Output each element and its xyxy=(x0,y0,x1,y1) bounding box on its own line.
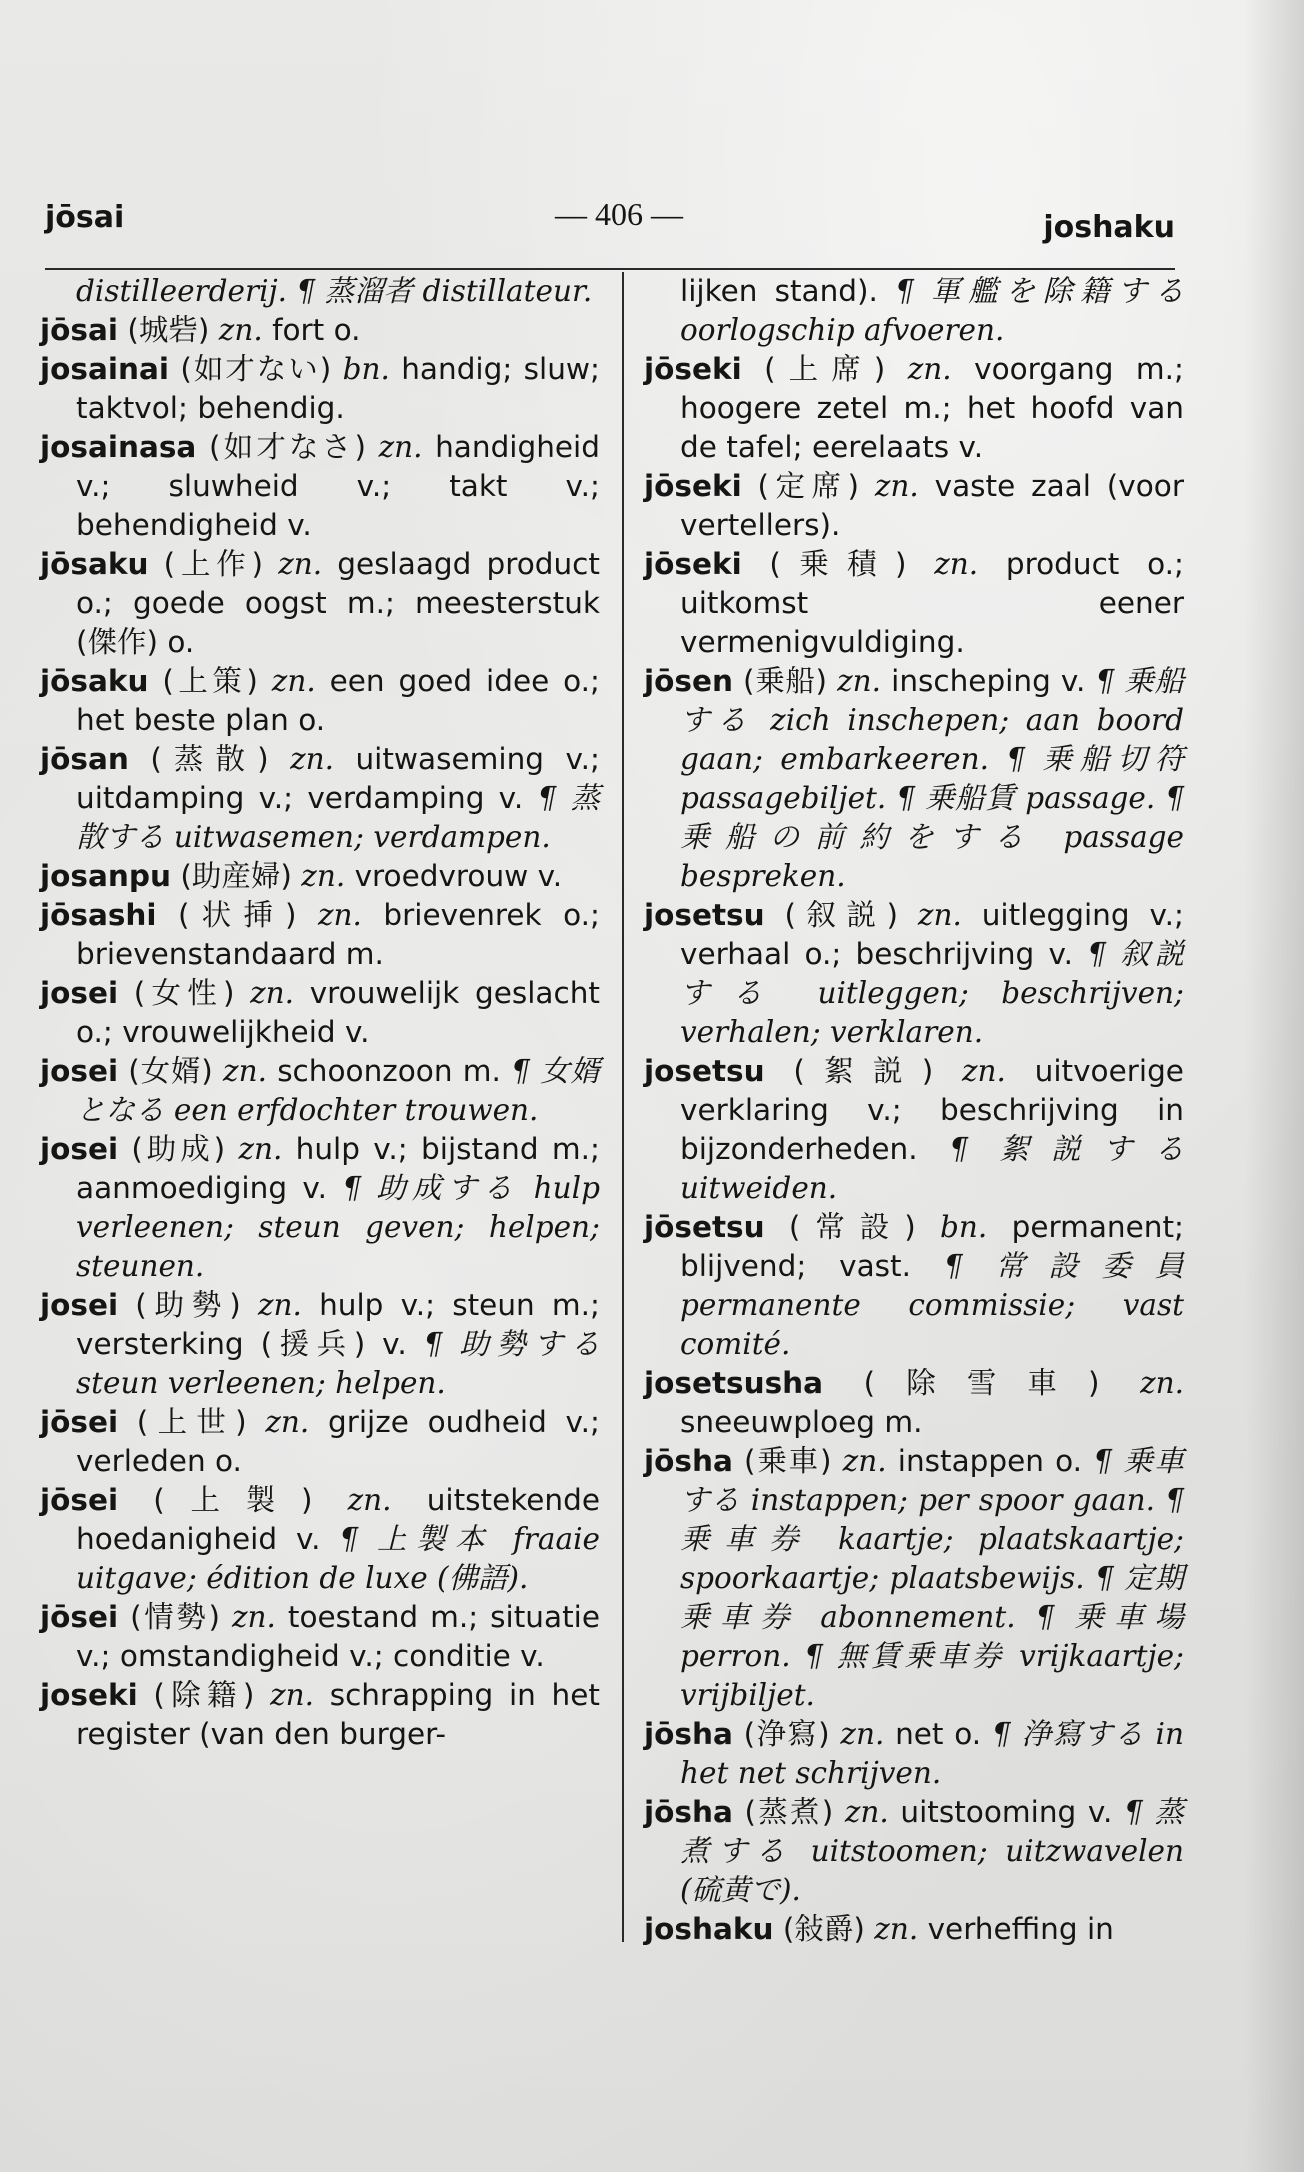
dictionary-entry xyxy=(40,1130,600,1286)
definition: instappen o. xyxy=(897,1444,1083,1478)
headword: josetsusha xyxy=(644,1366,824,1400)
dictionary-entry xyxy=(644,350,1184,467)
kanji-form: (如才なさ) xyxy=(208,430,366,464)
kanji-form: (助産婦) xyxy=(180,859,292,893)
dictionary-entry xyxy=(644,545,1184,662)
part-of-speech: zn. xyxy=(837,664,882,698)
headword: jōsha xyxy=(644,1444,733,1478)
definition: hulp v.; bijstand m.; aanmoediging v. xyxy=(76,1132,600,1205)
part-of-speech: zn. xyxy=(250,976,295,1010)
kanji-form: (情勢) xyxy=(130,1600,220,1634)
part-of-speech: zn. xyxy=(378,430,423,464)
part-of-speech: zn. xyxy=(844,1795,889,1829)
kanji-form: (助勢) xyxy=(135,1288,241,1322)
dictionary-entry xyxy=(644,1364,1184,1442)
headword: jōsan xyxy=(40,742,129,776)
headword: jōsashi xyxy=(40,898,157,932)
kanji-form: (状挿) xyxy=(178,898,297,932)
definition: uitstekende hoedanigheid v. xyxy=(76,1483,600,1556)
example: ¶ 浄寫する in het net schrijven. xyxy=(680,1717,1184,1790)
example: ¶ 常設委員 permanente commissie; vast comité. xyxy=(680,1249,1184,1361)
definition: toestand m.; situatie v.; omstandigheid v.; conditie v. xyxy=(76,1600,600,1673)
kanji-form: (如才ない) xyxy=(180,352,332,386)
part-of-speech: zn. xyxy=(278,547,323,581)
part-of-speech: zn. xyxy=(271,664,316,698)
headword: jōsei xyxy=(40,1405,119,1439)
kanji-form: (上席) xyxy=(764,352,886,386)
dictionary-entry xyxy=(40,350,600,428)
example: ¶ 叙説する uitleggen; beschrijven; verhalen; verklaren. xyxy=(680,937,1184,1049)
kanji-form: (定席) xyxy=(757,469,859,503)
example: ¶ 乗船する zich inschepen; aan boord gaan; embarkeeren. ¶ 乗船切符 passagebiljet. ¶ 乗船賃 passage. ¶ 乗船の前約をする passage bespreken. xyxy=(680,664,1184,893)
headword: joshaku xyxy=(644,1912,774,1946)
dictionary-entry xyxy=(644,1715,1184,1793)
example: ¶ 助成する hulp verleenen; steun geven; helpen; steunen. xyxy=(76,1171,600,1283)
page-header xyxy=(45,196,1175,246)
headword: josainai xyxy=(40,352,169,386)
kanji-form: (上作) xyxy=(163,547,264,581)
example: ¶ 助勢する steun verleenen; helpen. xyxy=(76,1327,600,1400)
definition: vrouwelijk geslacht o.; vrouwelijkheid v. xyxy=(76,976,600,1049)
headword: jōsaku xyxy=(40,664,149,698)
dictionary-entry xyxy=(40,1052,600,1130)
kanji-form: (叙説) xyxy=(784,898,899,932)
headword: josei xyxy=(40,1054,119,1088)
example: ¶ 絮説する uitweiden. xyxy=(680,1132,1184,1205)
kanji-form: (蒸散) xyxy=(150,742,269,776)
definition: brievenrek o.; brievenstandaard m. xyxy=(76,898,600,971)
example: ¶ 蒸散する uitwasemen; verdampen. xyxy=(76,781,600,854)
definition: product o.; uitkomst eener vermenigvuldiging. xyxy=(680,547,1184,659)
kanji-form: (除籍) xyxy=(153,1678,255,1712)
dictionary-entry xyxy=(40,545,600,662)
definition: voorgang m.; hoogere zetel m.; het hoofd van de tafel; eerelaats v. xyxy=(680,352,1184,464)
part-of-speech: zn. xyxy=(238,1132,283,1166)
definition: uitwaseming v.; uitdamping v.; verdamping v. xyxy=(76,742,600,815)
kanji-form: (浄寫) xyxy=(743,1717,830,1751)
dictionary-entry xyxy=(40,311,600,350)
part-of-speech: zn. xyxy=(840,1717,885,1751)
headword: jōsen xyxy=(644,664,733,698)
left-column xyxy=(40,272,600,1754)
part-of-speech: bn. xyxy=(342,352,390,386)
definition: vroedvrouw v. xyxy=(354,859,563,893)
headword: jōsei xyxy=(40,1600,119,1634)
definition: sneeuwploeg m. xyxy=(680,1405,923,1439)
definition: een goed idee o.; het beste plan o. xyxy=(76,664,600,737)
definition: inscheping v. xyxy=(891,664,1086,698)
headword: josei xyxy=(40,1288,119,1322)
kanji-form: (常設) xyxy=(788,1210,916,1244)
part-of-speech: zn. xyxy=(257,1288,302,1322)
entry-continuation xyxy=(40,272,600,311)
definition: grijze oudheid v.; verleden o. xyxy=(76,1405,600,1478)
headword: josainasa xyxy=(40,430,197,464)
kanji-form: (城砦) xyxy=(127,313,210,347)
part-of-speech: zn. xyxy=(265,1405,310,1439)
kanji-form: (上製) xyxy=(153,1483,313,1517)
headword: jōseki xyxy=(644,352,742,386)
dictionary-entry xyxy=(40,857,600,896)
part-of-speech: zn. xyxy=(917,898,962,932)
kanji-form: (敍爵) xyxy=(782,1912,865,1946)
definition: vaste zaal (voor vertellers). xyxy=(680,469,1184,542)
kanji-form: (乗船) xyxy=(743,664,828,698)
definition: schoonzoon m. xyxy=(277,1054,501,1088)
definition: uitvoerige verklaring v.; beschrijving in bijzonderheden. xyxy=(680,1054,1184,1166)
kanji-form: (女性) xyxy=(133,976,235,1010)
dictionary-entry xyxy=(40,428,600,545)
part-of-speech: bn. xyxy=(940,1210,988,1244)
dictionary-entry xyxy=(644,1208,1184,1364)
headword: josanpu xyxy=(40,859,171,893)
dictionary-entry xyxy=(40,1676,600,1754)
entry-continuation xyxy=(644,272,1184,350)
dictionary-entry xyxy=(40,662,600,740)
dictionary-entry xyxy=(644,1052,1184,1208)
dictionary-entry xyxy=(40,974,600,1052)
definition: uitlegging v.; verhaal o.; beschrijving v. xyxy=(680,898,1184,971)
part-of-speech: zn. xyxy=(907,352,952,386)
part-of-speech: zn. xyxy=(290,742,334,776)
column-divider xyxy=(622,272,624,1942)
dictionary-entry xyxy=(40,1598,600,1676)
part-of-speech: zn. xyxy=(842,1444,887,1478)
definition: geslaagd product o.; goede oogst m.; meesterstuk (傑作) o. xyxy=(76,547,600,659)
definition: uitstooming v. xyxy=(900,1795,1113,1829)
header-rule xyxy=(45,268,1175,270)
kanji-form: (助成) xyxy=(131,1132,226,1166)
dictionary-entry xyxy=(644,662,1184,896)
part-of-speech: zn. xyxy=(962,1054,1006,1088)
definition: hulp v.; steun m.; versterking (援兵) v. xyxy=(76,1288,600,1361)
headword: jōsei xyxy=(40,1483,119,1517)
dictionary-entry xyxy=(644,1910,1184,1949)
headword: josetsu xyxy=(644,1054,765,1088)
example: ¶ 女婿となる een erfdochter trouwen. xyxy=(76,1054,600,1127)
headword: jōseki xyxy=(644,469,742,503)
header-first-word: jōsai xyxy=(45,200,125,235)
right-column xyxy=(644,272,1184,1949)
dictionary-entry xyxy=(40,1481,600,1598)
kanji-form: (女婿) xyxy=(128,1054,213,1088)
headword: joseki xyxy=(40,1678,138,1712)
part-of-speech: zn. xyxy=(317,898,362,932)
part-of-speech: zn. xyxy=(934,547,979,581)
headword: josei xyxy=(40,976,119,1010)
part-of-speech: zn. xyxy=(874,1912,919,1946)
example: ¶ 乗車する instappen; per spoor gaan. ¶ 乗車券 kaartje; plaatskaartje; spoorkaartje; plaatsbewijs. ¶ 定期乗車券 abonnement. ¶ 乗車場 perron. ¶ 無賃乗車券 vrijkaartje; vrijbiljet. xyxy=(680,1444,1184,1712)
example: ¶ 蒸煮する uitstoomen; uitzwavelen (硫黄で). xyxy=(680,1795,1184,1907)
kanji-form: (絮説) xyxy=(793,1054,934,1088)
headword: jōsai xyxy=(40,313,118,347)
definition: handigheid v.; sluwheid v.; takt v.; behendigheid v. xyxy=(76,430,600,542)
dictionary-entry xyxy=(40,1286,600,1403)
part-of-speech: zn. xyxy=(874,469,919,503)
dictionary-entry xyxy=(644,1793,1184,1910)
example: ¶ 上製本 fraaie uitgave; édition de luxe (佛語). xyxy=(76,1522,600,1595)
part-of-speech: zn. xyxy=(301,859,346,893)
headword: josetsu xyxy=(644,898,765,932)
definition: lijken stand). xyxy=(680,274,878,308)
definition: handig; sluw; taktvol; behendig. xyxy=(76,352,600,425)
kanji-form: (乗車) xyxy=(744,1444,832,1478)
dictionary-entry xyxy=(644,896,1184,1052)
dictionary-entry xyxy=(644,1442,1184,1715)
kanji-form: (乗積) xyxy=(769,547,907,581)
header-last-word: joshaku xyxy=(1043,210,1175,245)
page-number: — 406 — xyxy=(555,196,683,232)
definition: permanent; blijvend; vast. xyxy=(680,1210,1184,1283)
dictionary-entry xyxy=(40,896,600,974)
dictionary-entry xyxy=(644,467,1184,545)
kanji-form: (除雪車) xyxy=(863,1366,1100,1400)
kanji-form: (上世) xyxy=(136,1405,247,1439)
part-of-speech: zn. xyxy=(218,313,263,347)
headword: jōsha xyxy=(644,1717,733,1751)
kanji-form: (上策) xyxy=(162,664,258,698)
headword: jōsetsu xyxy=(644,1210,765,1244)
headword: josei xyxy=(40,1132,119,1166)
page-edge-shadow xyxy=(1244,0,1304,2172)
part-of-speech: zn. xyxy=(270,1678,314,1712)
definition: fort o. xyxy=(272,313,361,347)
definition: schrapping in het register (van den burger- xyxy=(76,1678,600,1751)
part-of-speech: zn. xyxy=(1140,1366,1184,1400)
kanji-form: (蒸煮) xyxy=(744,1795,834,1829)
headword: jōsaku xyxy=(40,547,149,581)
dictionary-entry xyxy=(40,740,600,857)
definition: verheffing in xyxy=(927,1912,1114,1946)
part-of-speech: zn. xyxy=(347,1483,392,1517)
example: ¶ 軍艦を除籍する oorlogschip afvoeren. xyxy=(680,274,1184,347)
definition: net o. xyxy=(895,1717,982,1751)
example: distilleerderij. ¶ 蒸溜者 distillateur. xyxy=(76,274,593,308)
part-of-speech: zn. xyxy=(231,1600,276,1634)
part-of-speech: zn. xyxy=(223,1054,267,1088)
headword: jōseki xyxy=(644,547,742,581)
headword: jōsha xyxy=(644,1795,733,1829)
dictionary-entry xyxy=(40,1403,600,1481)
